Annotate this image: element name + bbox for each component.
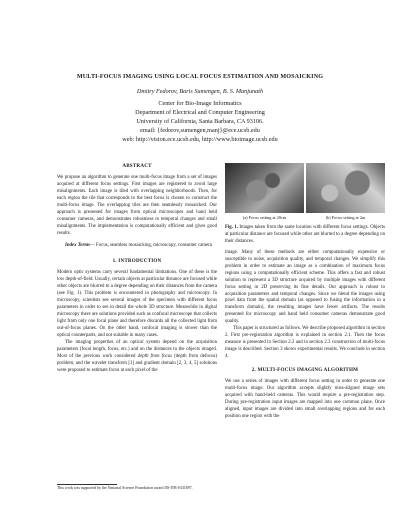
figure-1b-subcaption: (b) Focus setting at 2m xyxy=(325,215,366,220)
affiliation-web: web: http://vision.ece.ucsb.edu, http://www.bioimage.ucsb.edu xyxy=(122,135,278,143)
left-column xyxy=(57,163,217,375)
paper-title: MULTI-FOCUS IMAGING USING LOCAL FOCUS ESTIMATION AND MOSAICKING xyxy=(76,74,324,80)
right-column xyxy=(225,163,385,421)
figure-1-subcaptions xyxy=(225,215,385,222)
affiliation-line: Center for Bio-Image Informatics xyxy=(158,100,242,107)
intro-heading: 1. INTRODUCTION xyxy=(112,258,162,265)
figure-1-caption xyxy=(225,225,385,246)
figure-1a-photo xyxy=(225,163,304,213)
abstract-text: We propose an algorithm to generate one multi-focus image from a set of images acquired at different focus settings. First images are registered to avoid large misalignments. Each image is tiled with overlapping neighborhoods. Then, for each region the tile that corresponds to the best focus is chosen to construct the multi-focus image. The overlapping tiles are then seamlessly mosaicked. Our approach is presented for images from optical microscopes and hand held consumer cameras, and demonstrates robustness to temporal changes and small misalignments. The implementation is computationally efficient and gives good results. xyxy=(57,174,217,236)
intro-paragraph-2-emphasis: depth from focus xyxy=(137,353,172,359)
affiliation-line: University of California, Santa Barbara, CA 93106. xyxy=(136,117,264,125)
algorithm-heading: 2. MULTI-FOCUS IMAGING ALGORITHM xyxy=(251,367,359,374)
author-list: Dmitry Fedorov, Baris Sumengen, B. S. Manjunath xyxy=(136,88,264,95)
figure-1-images xyxy=(225,163,385,213)
right-paragraph-3: We use a series of images with different focus setting in order to generate one multi-focus image. Our algorithm accepts slightly miss-aligned image sets acquired with hand-held cameras. This would require a pre-registration step. During pre-registration input images are mapped into one common plane. Once aligned, input images are divided into small overlapping regions and for each position one region with the xyxy=(225,379,385,419)
affiliation-block xyxy=(0,100,400,145)
affiliation-line: Department of Electrical and Computer Engineering xyxy=(135,108,265,116)
index-terms xyxy=(57,243,217,250)
footnote: This work was supported by the National Science Foundation award IIS-ITR-0331697. xyxy=(57,486,193,490)
figure-1b-photo xyxy=(306,163,385,213)
index-terms-label: Index Terms xyxy=(65,242,90,248)
figure-1-label: Fig. 1. xyxy=(225,224,238,230)
figure-1a-subcaption: (a) Focus setting at 20cm xyxy=(242,215,287,220)
intro-paragraph-1: Modern optic systems carry several fundamental limitations. One of these is the low depth-of-field. Usually, certain objects at particular distance are focused while other objects are blurred to a degree depending on their distances from the camera (see Fig. 1). This problem is encountered in photography and microscopy. In microscopy, scientists see several images of the specimen with different focus parameters in order to see in detail the whole 3D structure. Meanwhile in digital microscopy there are solutions provided such as confocal microscope that collects light from only one focal plane and therefore discards all the collected light from out-of-focus planes. On the other hand, confocal imaging is slower than the optical counterparts, and not suitable in many cases. xyxy=(57,270,218,339)
right-paragraph-2: This paper is structured as follows. We describe proposed algorithm in section 2. First pre-registration algorithm is explained in section 2.1. Then the focus measure is presented in Section 2.2 and in section 2.3 construction of multi-focus image is described. Section 3 shows experimental results. We conclude in section 4. xyxy=(225,326,385,360)
footnote-rule xyxy=(57,484,117,485)
abstract-heading: ABSTRACT xyxy=(122,163,152,169)
intro-paragraph-2-b: (depth from defocus) problem, and the wavelet transform [1] and gradient domain [2, 3, 4, 5] solutions were proposed to estimate focus at each pixel of the xyxy=(57,353,217,373)
right-paragraph-1: image. Many of these methods are either computationally expensive or susceptible to noise, acquisition quality, and temporal changes. We simplify this problem in order to estimate an image as a combination of maximum focus regions using a computationally efficient scheme. This offers a fast and robust solution to represent a 3D structure acquired by multiple images with different focus setting in 2D preserving its fine details. Our approach is robust to acquisition parameters and temporal changes. Since we blend the images using pixel data from the spatial domain (as opposed to fusing the information in a transform domain), the resulting images have fewer artifacts. The results presented for microscopy and hand held consumer cameras demonstrate good quality. xyxy=(225,249,385,325)
figure-1-caption-text: Images taken from the same location with different focus settings. Objects at particular distance are focused while other are blurred to a degree depending on their distances. xyxy=(225,224,385,244)
intro-paragraph-2 xyxy=(57,340,217,375)
index-terms-text: — Focus, seamless mosaicking, microscopy, consumer camera xyxy=(90,242,212,248)
affiliation-email: email: {fedorov,sumengen,manj}@ece.ucsb.edu xyxy=(140,126,260,134)
intro-paragraph-2-a: The imaging properties of an optical system depend on the acquisition parameters (focal length, focus, etc.) and on the distances to the objects imaged. Most of the previous work considered xyxy=(57,339,217,359)
